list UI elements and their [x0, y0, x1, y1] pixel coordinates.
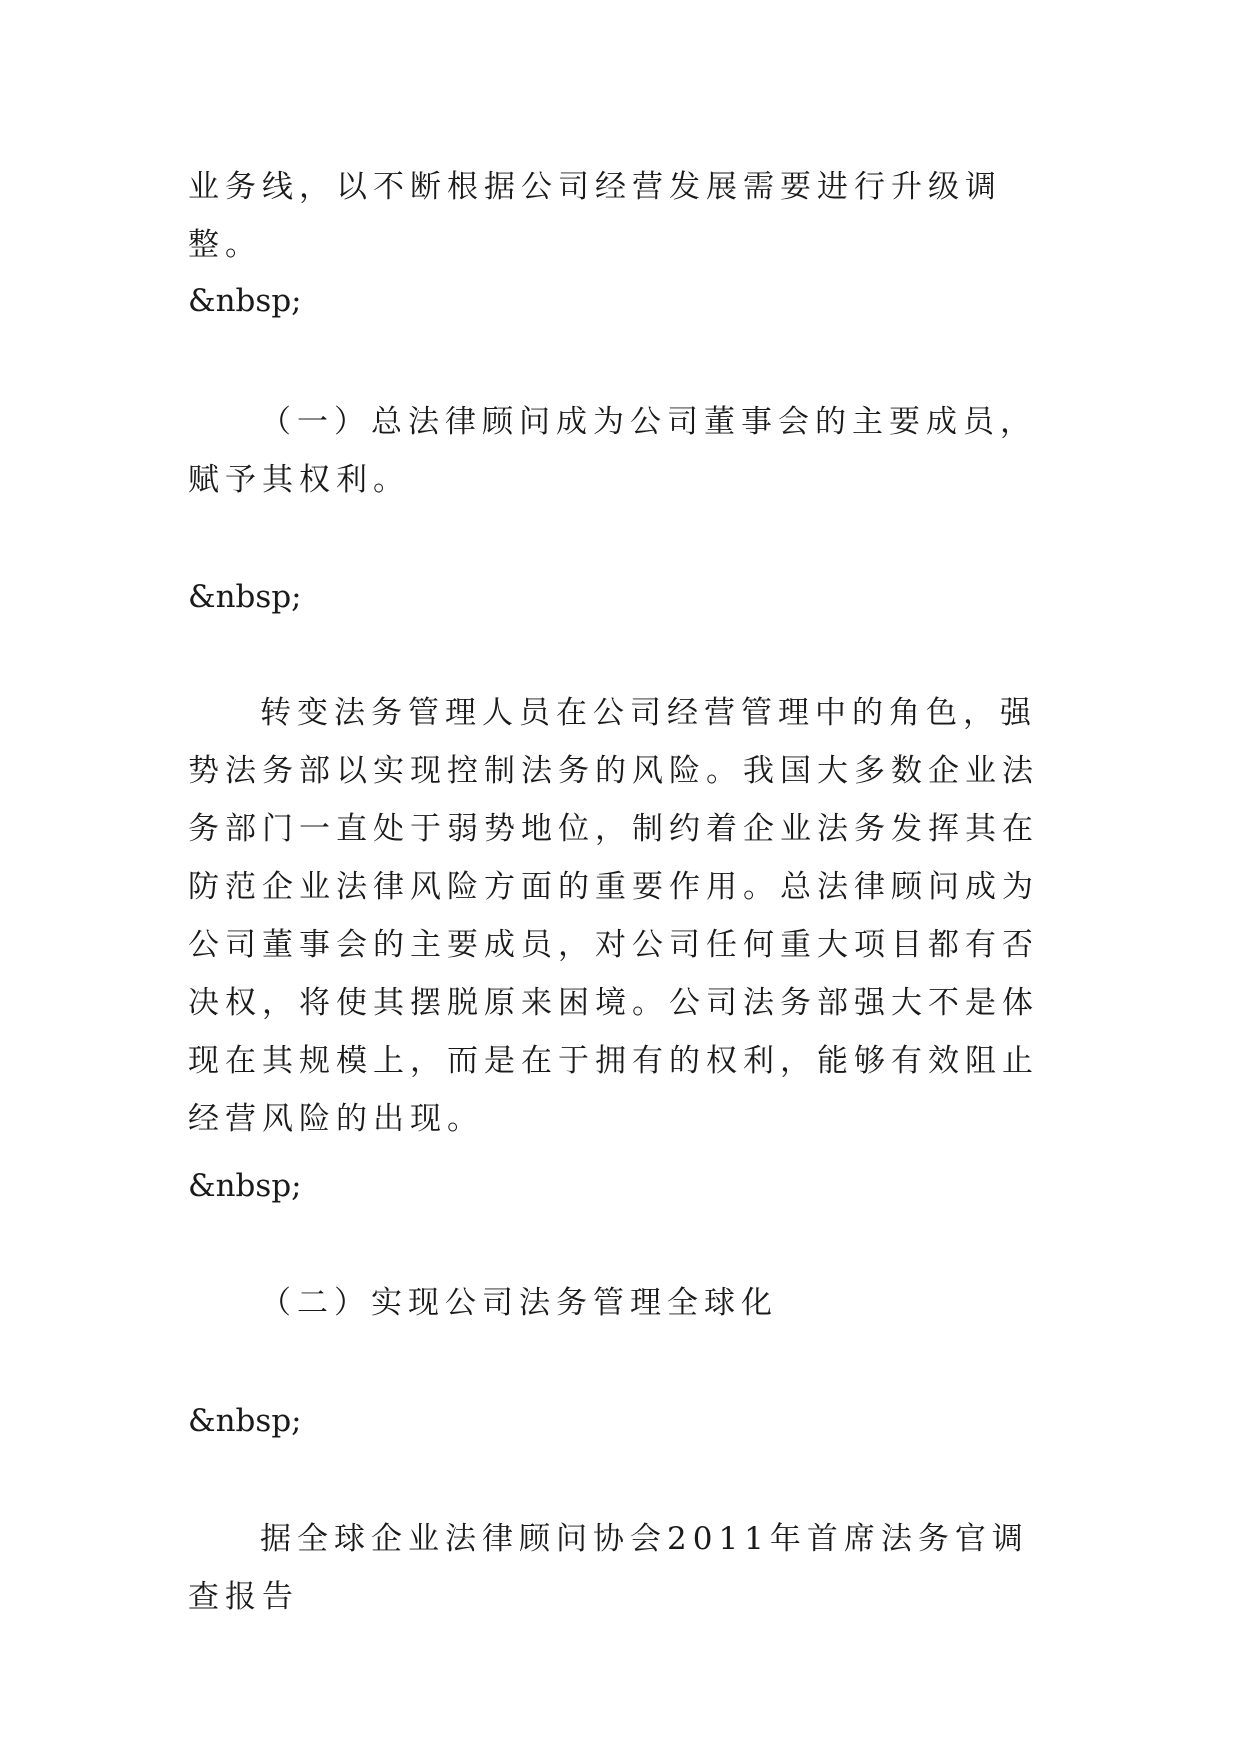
- nbsp-placeholder: &nbsp;: [188, 1403, 302, 1439]
- nbsp-placeholder: &nbsp;: [188, 1168, 302, 1204]
- section-heading-two: （二）实现公司法务管理全球化: [260, 1285, 778, 1321]
- paragraph-continuation: 业务线，以不断根据公司经营发展需要进行升级调整。: [188, 169, 1002, 263]
- body-paragraph: 转变法务管理人员在公司经营管理中的角色，强势法务部以实现控制法务的风险。我国大多数企业法务部门一直处于弱势地位，制约着企业法务发挥其在防范企业法律风险方面的重要作用。总法律顾问成为公司董事会的主要成员，对公司任何重大项目都有否决权，将使其摆脱原来困境。公司法务部强大不是体现在其规模上，而是在于拥有的权利，能够有效阻止经营风险的出现。: [188, 695, 1039, 1137]
- nbsp-placeholder: &nbsp;: [188, 579, 302, 615]
- nbsp-placeholder: &nbsp;: [188, 283, 302, 319]
- section-heading-one: （一）总法律顾问成为公司董事会的主要成员，赋予其权利。: [188, 404, 1037, 498]
- body-paragraph-start: 据全球企业法律顾问协会2011年首席法务官调查报告: [188, 1521, 1029, 1615]
